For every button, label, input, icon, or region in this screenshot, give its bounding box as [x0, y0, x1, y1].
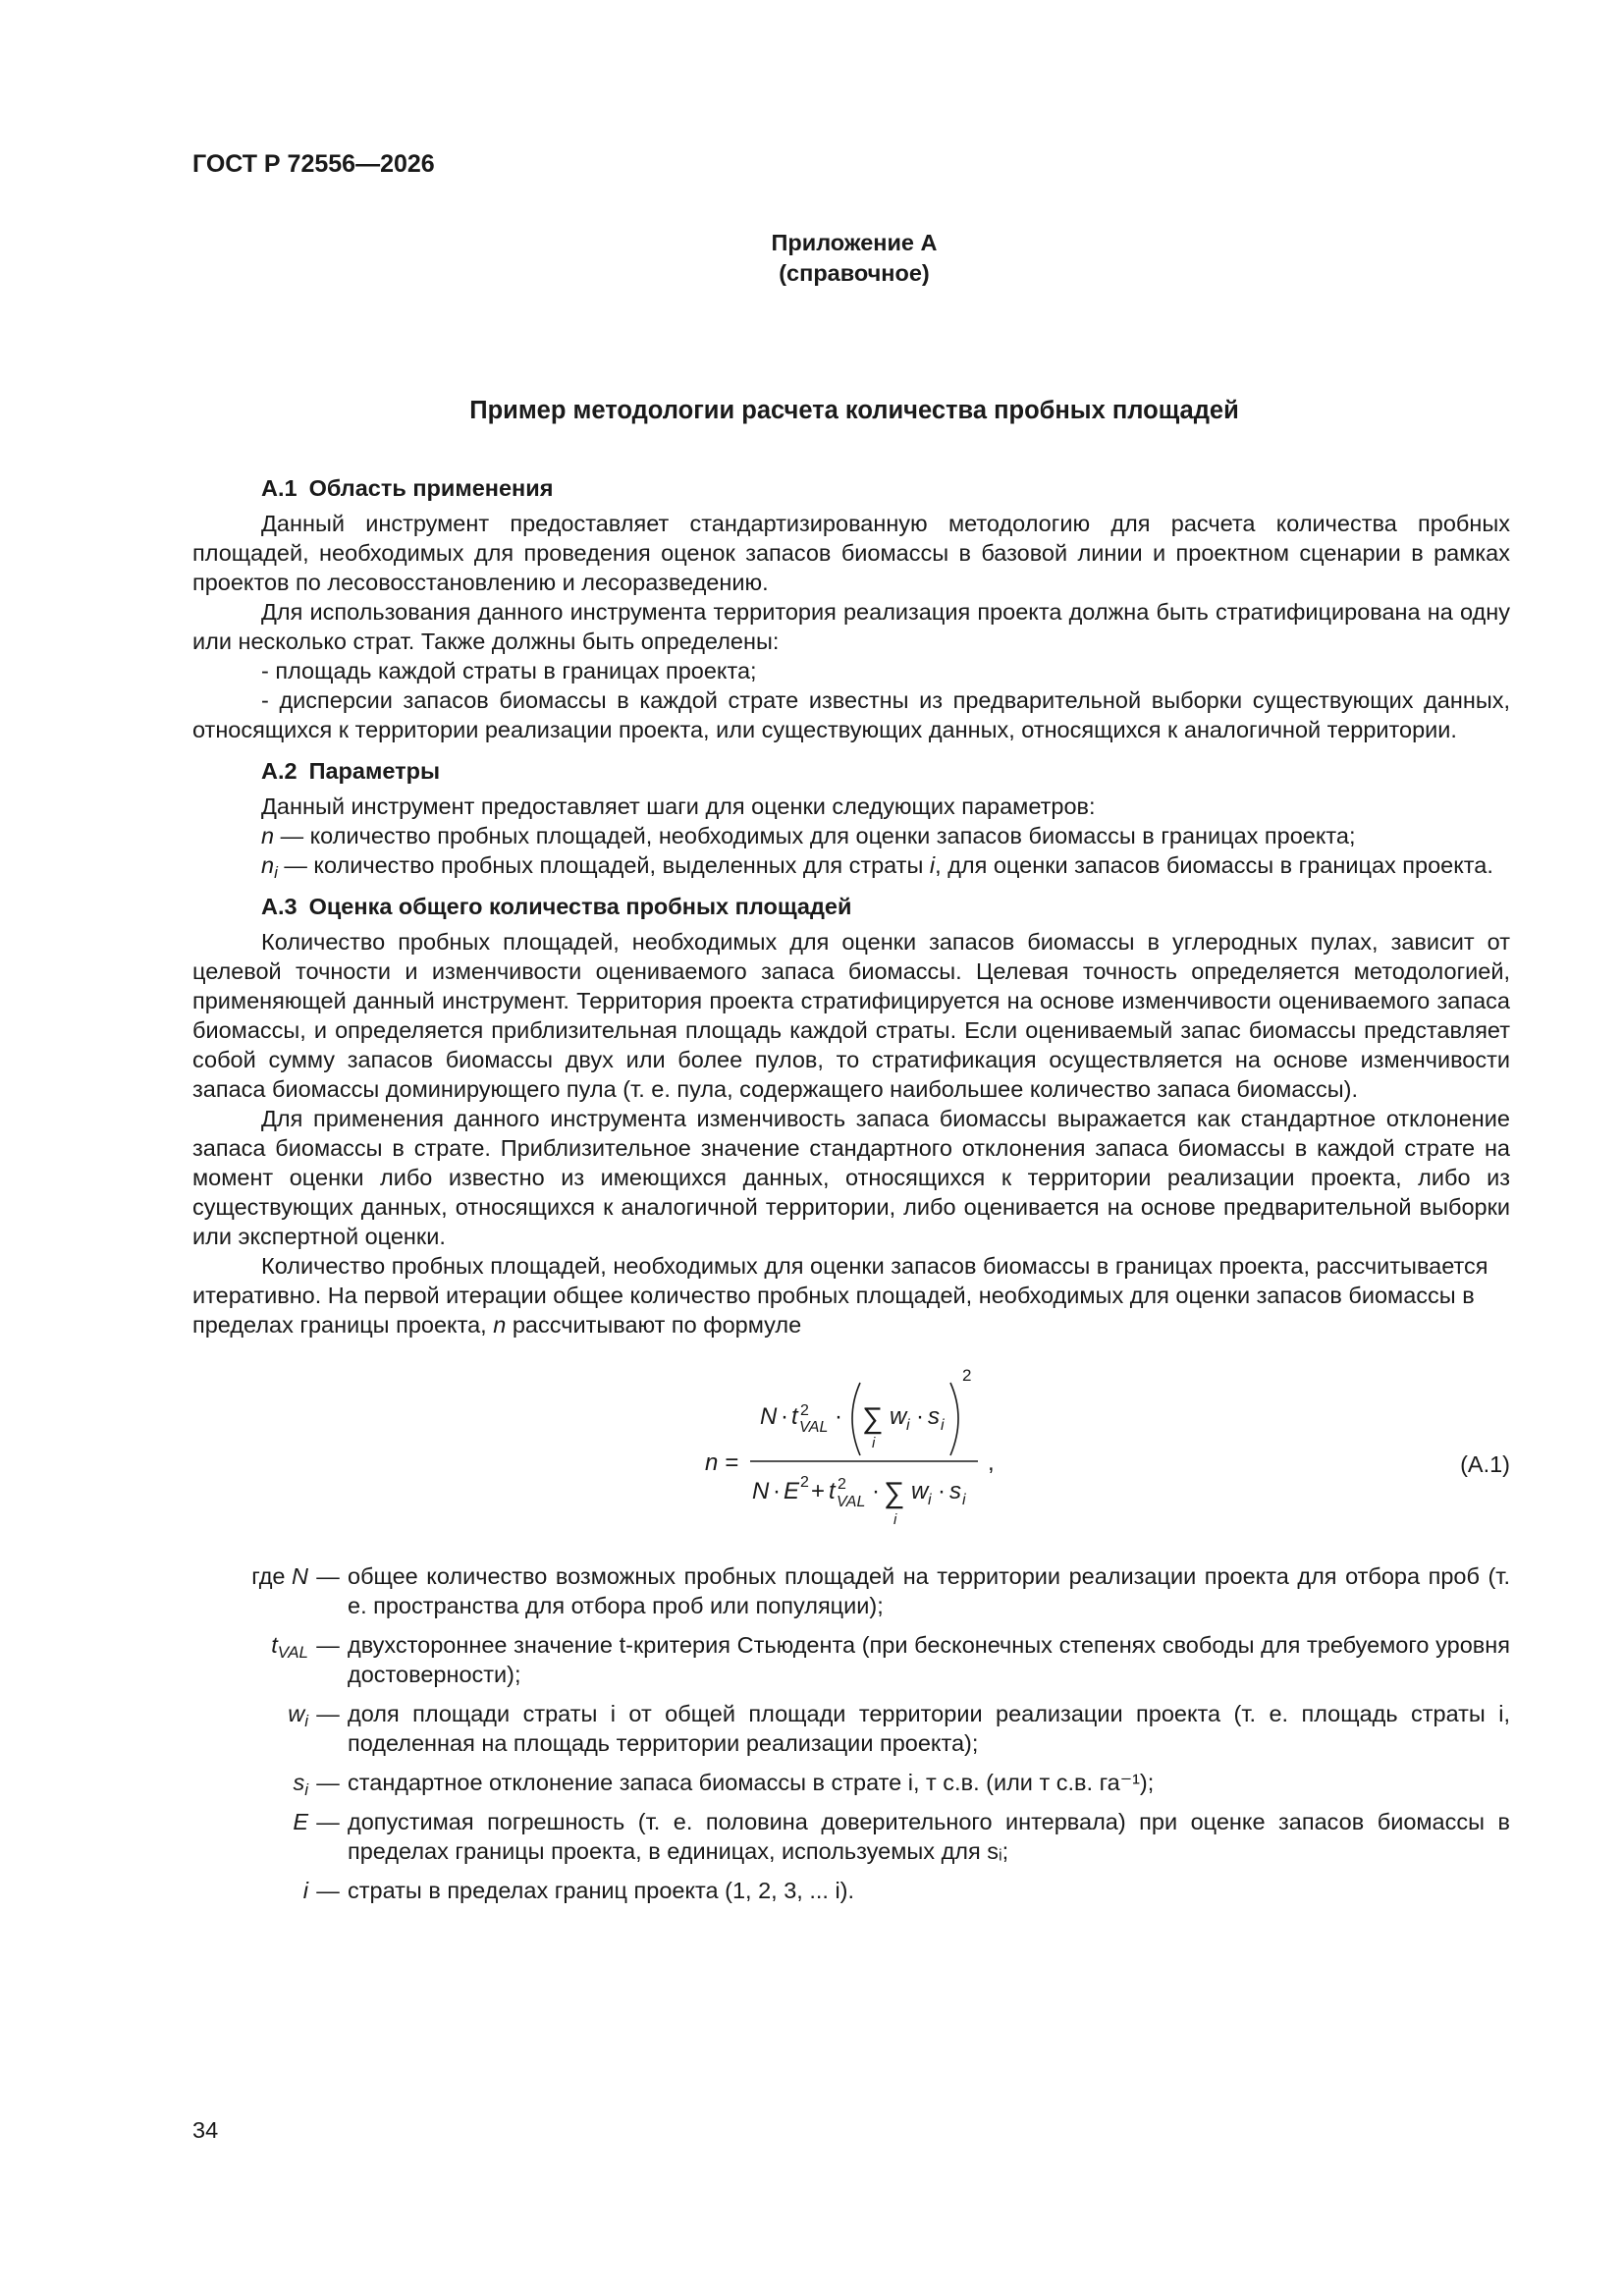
- formula-s: s: [949, 1478, 961, 1504]
- paragraph: Для использования данного инструмента территория реализация проекта должна быть стратифицирована на одну или несколько страт. Также должны быть определены:: [192, 599, 1510, 654]
- standard-header: ГОСТ Р 72556—2026: [192, 150, 435, 178]
- legend-row: [192, 1699, 1510, 1758]
- formula-dot: ·: [916, 1403, 924, 1430]
- section-heading-a3: [192, 892, 1510, 921]
- list-item: - площадь каждой страты в границах проекта;: [261, 658, 757, 683]
- formula-right-paren: [950, 1383, 958, 1455]
- formula-s-sub: i: [962, 1492, 966, 1508]
- formula-sum-index: i: [893, 1511, 897, 1528]
- legend-dash: —: [316, 1878, 340, 1903]
- formula-a1: [192, 1359, 1510, 1546]
- formula-t: t: [829, 1478, 836, 1504]
- legend-row: [192, 1561, 1510, 1620]
- legend-row: [192, 1630, 1510, 1689]
- legend-symbol: $s_i$: [293, 1770, 308, 1799]
- section-heading-a1: [192, 473, 1510, 503]
- section-number: А.1: [261, 475, 298, 501]
- formula-comma: ,: [988, 1449, 995, 1476]
- section-title: Область применения: [308, 475, 554, 501]
- formula-t-sup: 2: [838, 1476, 846, 1493]
- legend-dash: —: [316, 1701, 340, 1726]
- legend-dash: —: [316, 1563, 340, 1589]
- formula-w-sub: i: [906, 1417, 910, 1434]
- formula-t: t: [791, 1403, 798, 1430]
- legend-text: допустимая погрешность (т. е. половина доверительного интервала) при оценке запасов биомассы в пределах границы проекта, в единицах, используемых для sᵢ;: [348, 1809, 1510, 1864]
- formula-sum: ∑: [862, 1402, 884, 1435]
- formula-square: 2: [962, 1366, 972, 1385]
- formula-N: N: [760, 1403, 778, 1430]
- definition-text: — количество пробных площадей, необходимых для оценки запасов биомассы в границах проекта;: [274, 823, 1356, 848]
- formula-sum: ∑: [884, 1477, 905, 1509]
- formula-dot: ·: [781, 1403, 788, 1430]
- legend-symbol: $w_i$: [288, 1701, 308, 1730]
- section-number: А.3: [261, 894, 298, 919]
- legend-symbol: i: [302, 1878, 308, 1903]
- legend-symbol: где N: [251, 1563, 308, 1589]
- formula-E: E: [784, 1478, 800, 1504]
- formula-w-sub: i: [928, 1492, 932, 1508]
- equation-number: (А.1): [1460, 1451, 1510, 1477]
- legend-symbol: E: [293, 1809, 308, 1834]
- paragraph: Данный инструмент предоставляет шаги для оценки следующих параметров:: [261, 793, 1096, 819]
- symbol: n: [261, 823, 275, 848]
- legend-row: [192, 1807, 1510, 1866]
- formula-t-sup: 2: [800, 1402, 809, 1419]
- paragraph: Для применения данного инструмента изменчивость запаса биомассы выражается как стандартное отклонение запаса биомассы в страте. Приблизительное значение стандартного отклонения запаса биомассы в каждой страте на момент оценки либо известно из имеющихся данных, относящихся к территории реализации проекта, либо из существующих данных, относящихся к аналогичной территории, либо оценивается на основе предварительной выборки или экспертной оценки.: [192, 1106, 1510, 1249]
- formula-graphic: [192, 1359, 1510, 1546]
- legend-text: стандартное отклонение запаса биомассы в страте i, т с.в. (или т с.в. га⁻¹);: [348, 1770, 1155, 1795]
- legend-text: общее количество возможных пробных площадей на территории реализации проекта для отбора проб (т. е. пространства для отбора проб или популяции);: [348, 1563, 1510, 1618]
- section-title: Оценка общего количества пробных площадей: [308, 894, 852, 919]
- list-item: - дисперсии запасов биомассы в каждой страте известны из предварительной выборки существующих данных, относящихся к территории реализации проекта, или существующих данных, относящихся к аналогичной территории.: [192, 687, 1510, 742]
- formula-dot: ·: [773, 1478, 781, 1504]
- definition-text: — количество пробных площадей, выделенных для страты: [277, 852, 930, 878]
- paragraph: [192, 821, 1510, 850]
- paragraph-text: Количество пробных площадей, необходимых для оценки запасов биомассы в границах проекта, рассчитывается итеративно. На первой итерации общее количество пробных площадей, необходимых для оценки запасов биомассы в пределах границы проекта,: [192, 1253, 1488, 1338]
- formula-E-sup: 2: [800, 1474, 809, 1491]
- formula-s: s: [928, 1403, 940, 1430]
- paragraph-text: рассчитывают по формуле: [506, 1312, 802, 1338]
- paragraph: Данный инструмент предоставляет стандартизированную методологию для расчета количества пробных площадей, необходимых для проведения оценок запасов биомассы в базовой линии и проектном сценарии в рамках проектов по лесовосстановлению и лесоразведению.: [192, 511, 1510, 595]
- page-number: 34: [192, 2117, 219, 2143]
- symbol: i: [929, 852, 936, 878]
- formula-left-paren: [852, 1383, 860, 1455]
- formula-dot: ·: [938, 1478, 946, 1504]
- legend-row: [192, 1768, 1510, 1797]
- formula-sum-index: i: [872, 1435, 876, 1451]
- formula-t-sub: VAL: [837, 1494, 866, 1510]
- annex-heading: [0, 228, 1623, 289]
- annex-title: Пример методологии расчета количества пробных площадей: [469, 397, 1239, 424]
- section-heading-a2: [192, 756, 1510, 786]
- paragraph: [192, 1251, 1510, 1339]
- document-body: [192, 473, 1510, 1915]
- annex-label: Приложение А: [771, 230, 938, 255]
- legend-dash: —: [316, 1809, 340, 1834]
- formula-t-sub: VAL: [799, 1419, 829, 1436]
- symbol-subscript: i: [274, 863, 278, 882]
- formula-w: w: [890, 1403, 907, 1430]
- annex-status: (справочное): [779, 260, 930, 286]
- formula-dot: ·: [835, 1403, 842, 1430]
- formula-plus: +: [811, 1478, 826, 1504]
- section-number: А.2: [261, 758, 298, 784]
- legend-dash: —: [316, 1632, 340, 1658]
- legend-row: [192, 1876, 1510, 1905]
- formula-N: N: [752, 1478, 770, 1504]
- legend-text: страты в пределах границ проекта (1, 2, 3, ... i).: [348, 1878, 855, 1903]
- formula-lhs: n =: [705, 1449, 739, 1476]
- legend-text: двухстороннее значение t-критерия Стьюдента (при бесконечных степенях свободы для требуемого уровня достоверности);: [348, 1632, 1510, 1687]
- legend-text: доля площади страты i от общей площади территории реализации проекта (т. е. площадь страты i, поделенная на площадь территории реализации проекта);: [348, 1701, 1510, 1756]
- legend-symbol: $t_{VAL}$: [271, 1632, 308, 1662]
- section-title: Параметры: [308, 758, 441, 784]
- paragraph: Количество пробных площадей, необходимых для оценки запасов биомассы в углеродных пулах, зависит от целевой точности и изменчивости оцениваемого запаса биомассы. Целевая точность определяется методологией, применяющей данный инструмент. Территория проекта стратифицируется на основе изменчивости оцениваемого запаса биомассы, и определяется приблизительная площадь каждой страты. Если оцениваемый запас биомассы представляет собой сумму запасов биомассы двух или более пулов, то стратификация осуществляется на основе изменчивости запаса биомассы доминирующего пула (т. е. пула, содержащего наибольшее количество запаса биомассы).: [192, 929, 1510, 1102]
- symbol: n: [493, 1312, 507, 1338]
- formula-w: w: [911, 1478, 929, 1504]
- formula-dot: ·: [872, 1478, 880, 1504]
- definition-text: , для оценки запасов биомассы в границах проекта.: [935, 852, 1493, 878]
- paragraph: [192, 850, 1510, 880]
- symbol: n: [261, 852, 275, 878]
- formula-s-sub: i: [941, 1417, 945, 1434]
- formula-legend: [192, 1561, 1510, 1905]
- legend-dash: —: [316, 1770, 340, 1795]
